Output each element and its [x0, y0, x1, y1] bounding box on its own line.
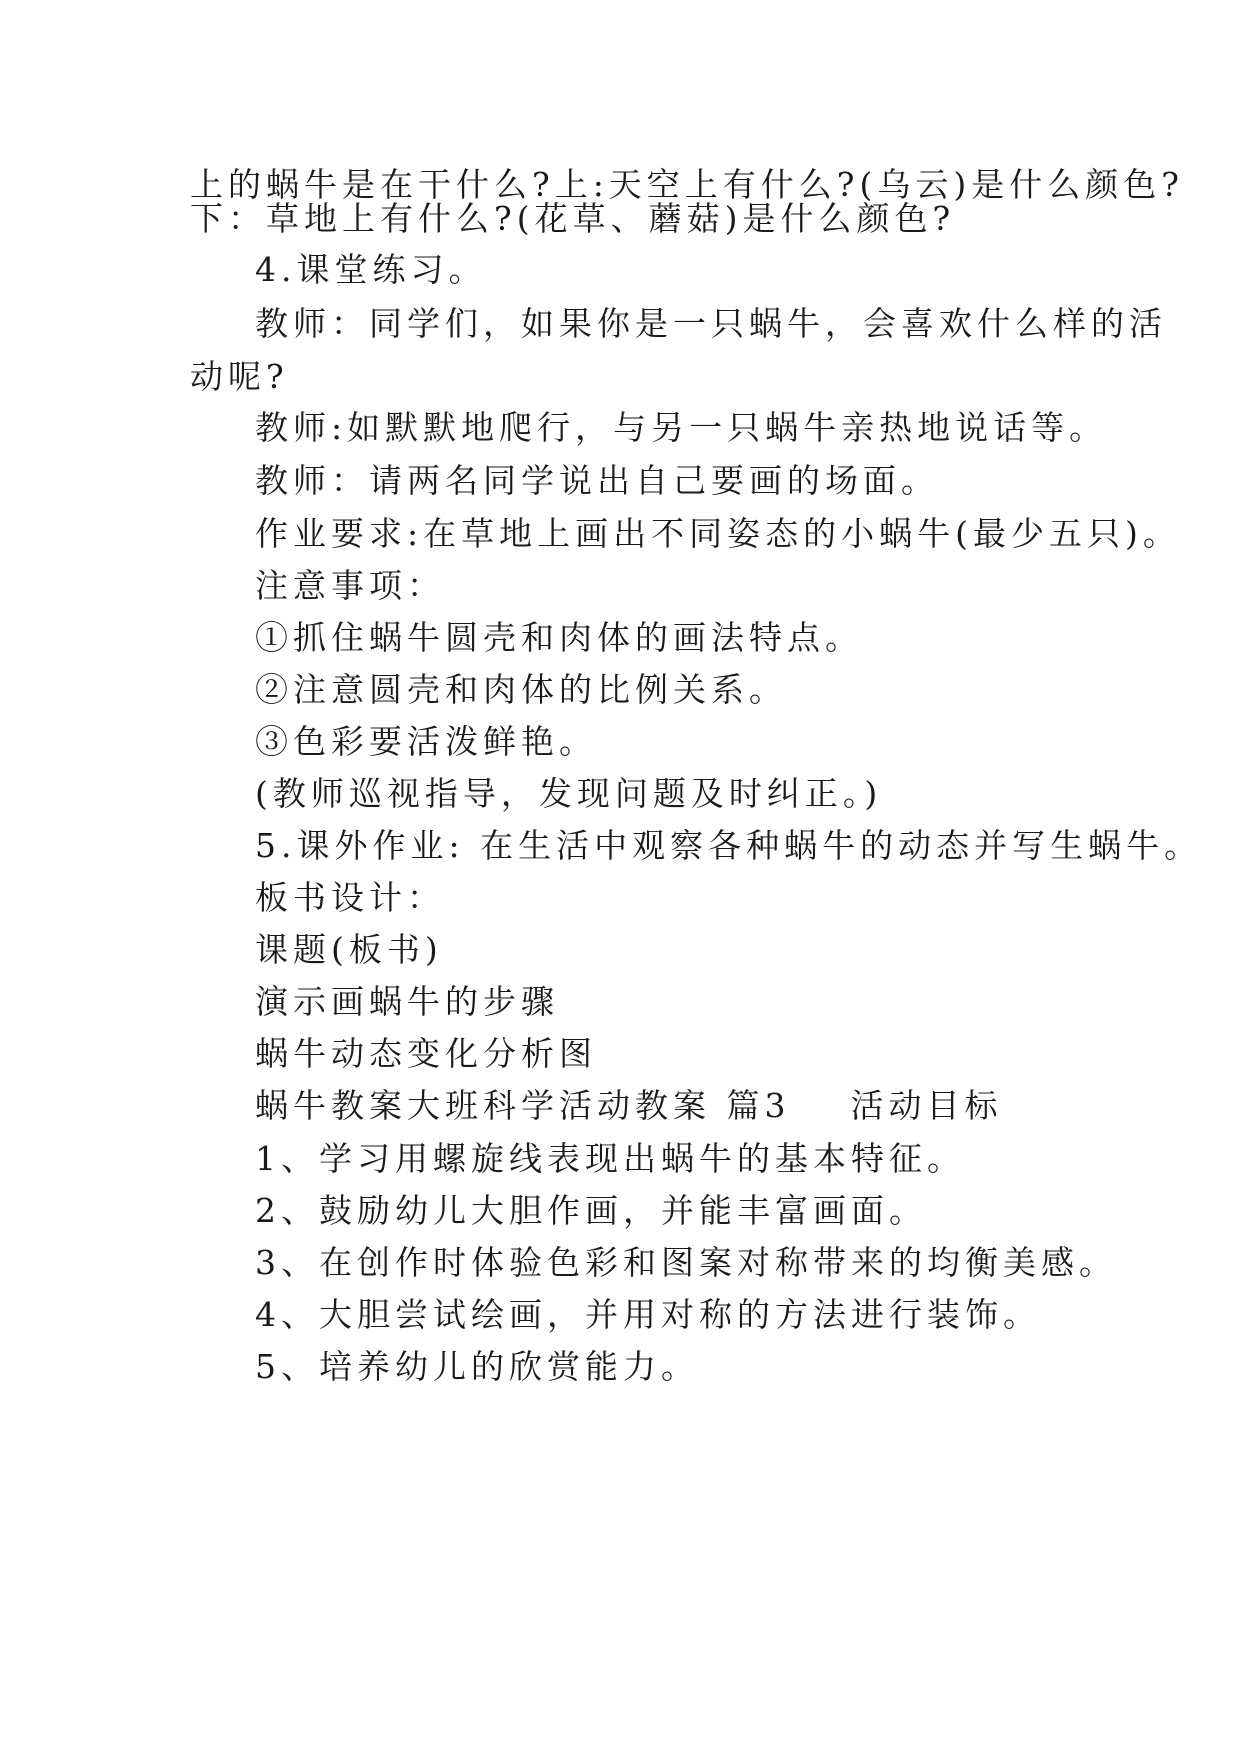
- text-line: ①抓住蜗牛圆壳和肉体的画法特点。: [255, 618, 863, 657]
- section-title: 蜗牛教案大班科学活动教案 篇3: [255, 1086, 791, 1125]
- text-line: 5.课外作业: 在生活中观察各种蜗牛的动态并写生蜗牛。: [255, 826, 1203, 865]
- text-line: 课题(板书): [255, 930, 443, 969]
- text-line: 5、培养幼儿的欣赏能力。: [255, 1347, 699, 1386]
- text-line: 动呢?: [190, 357, 289, 396]
- text-line: 4、大胆尝试绘画，并用对称的方法进行装饰。: [255, 1295, 1041, 1334]
- text-line: 作业要求:在草地上画出不同姿态的小蜗牛(最少五只)。: [255, 514, 1181, 553]
- section-subtitle: 活动目标: [850, 1086, 1003, 1125]
- text-line: 2、鼓励幼儿大胆作画，并能丰富画面。: [255, 1191, 927, 1230]
- text-line: 演示画蜗牛的步骤: [255, 982, 559, 1021]
- section-heading-line: [255, 1084, 1003, 1128]
- text-line: 3、在创作时体验色彩和图案对称带来的均衡美感。: [255, 1243, 1117, 1282]
- text-line: 蜗牛动态变化分析图: [255, 1034, 597, 1073]
- text-line: 上的蜗牛是在干什么?上:天空上有什么?(乌云)是什么颜色?: [190, 165, 1184, 204]
- text-line: (教师巡视指导，发现问题及时纠正。): [255, 774, 883, 813]
- text-line: 1、学习用螺旋线表现出蜗牛的基本特征。: [255, 1139, 965, 1178]
- text-line: ③色彩要活泼鲜艳。: [255, 722, 597, 761]
- text-line: 教师：同学们，如果你是一只蜗牛，会喜欢什么样的活: [255, 304, 1167, 343]
- text-line: 板书设计：: [255, 878, 445, 917]
- text-line: 教师:如默默地爬行，与另一只蜗牛亲热地说话等。: [255, 408, 1108, 447]
- text-line: 教师：请两名同学说出自己要画的场面。: [255, 461, 939, 500]
- text-line: 4.课堂练习。: [255, 250, 487, 289]
- text-line: ②注意圆壳和肉体的比例关系。: [255, 670, 787, 709]
- text-line: 下：草地上有什么?(花草、蘑菇)是什么颜色?: [190, 199, 956, 238]
- text-line: 注意事项：: [255, 566, 445, 605]
